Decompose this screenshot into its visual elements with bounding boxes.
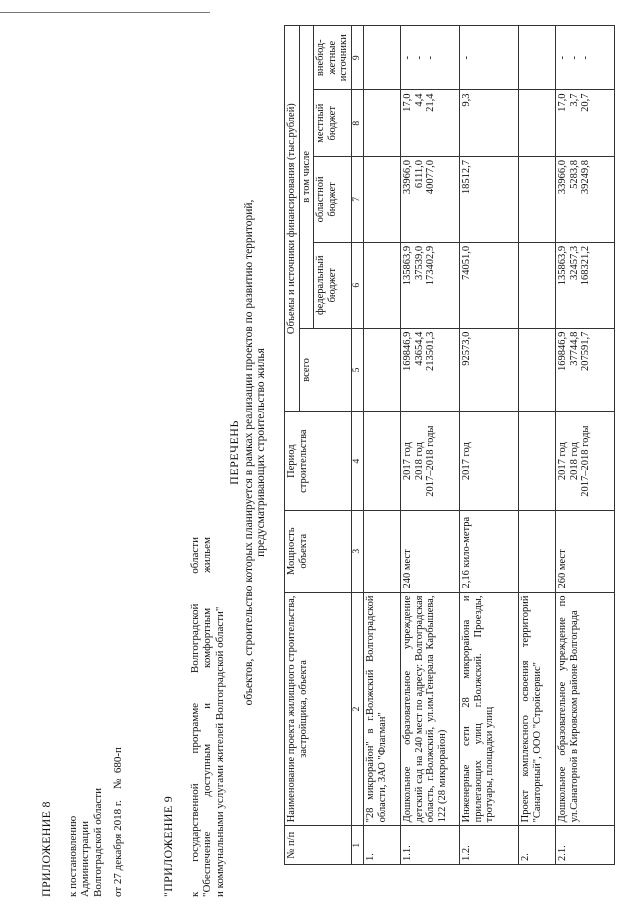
cell-extrabudget-line: -: [413, 56, 425, 60]
cell-period: [556, 412, 615, 511]
cell-num: 1.1.: [401, 826, 460, 865]
cell-extrabudget: [364, 26, 401, 90]
cell-regional-line: 18512,7: [461, 160, 472, 195]
column-number: 4: [351, 412, 364, 511]
cell-federal: [519, 242, 556, 328]
cell-local: [364, 90, 401, 157]
header-name: Наименование проекта жилищного строительства, застройщика, объекта: [285, 592, 352, 826]
cell-regional-line: 33966,0: [402, 160, 413, 195]
cell-total-line: 169846,9: [557, 331, 568, 371]
cell-capacity: 240 мест: [401, 510, 460, 592]
cell-local-line: 20,7: [580, 93, 591, 112]
cell-regional: [556, 157, 615, 243]
cell-total: [401, 328, 460, 412]
cell-period-line: 2017–2018 годы: [580, 425, 591, 497]
cell-total-line: 213501,3: [425, 331, 436, 371]
program-line-2: "Обеспечение доступным и комфортным жильем: [201, 537, 213, 897]
cell-period-line: 2017–2018 годы: [425, 425, 436, 497]
cell-period-line: 2017 год: [402, 442, 413, 481]
cell-regional: [364, 157, 401, 243]
resolution-date-line: от 27 декабря 2018 г. № 680-п: [112, 747, 124, 897]
header-period: Период строительства: [285, 412, 352, 511]
header-num: № п/п: [285, 826, 352, 865]
appendix-9-header: [162, 537, 226, 897]
cell-capacity: 260 мест: [556, 510, 615, 592]
objects-table: [284, 25, 615, 865]
cell-num: 1.: [364, 826, 401, 865]
cell-period-line: 2017 год: [557, 442, 568, 481]
cell-local-line: 17,0: [402, 93, 413, 112]
cell-extrabudget: [556, 26, 615, 90]
header-federal: федеральный бюджет: [314, 242, 352, 328]
cell-local-line: 21,4: [425, 93, 436, 112]
header-extrabudget: внебюд-жетные источники: [314, 26, 352, 90]
table-row: [519, 26, 556, 865]
cell-period: [460, 412, 519, 511]
cell-total-line: 37744,8: [568, 331, 580, 366]
cell-regional: [519, 157, 556, 243]
title-heading: ПЕРЕЧЕНЬ: [227, 420, 241, 485]
cell-total: [556, 328, 615, 412]
cell-period: [364, 412, 401, 511]
header-including: в том числе: [299, 26, 314, 329]
cell-capacity: 2,16 кило-метра: [460, 510, 519, 592]
cell-federal-line: 37539,0: [413, 245, 425, 280]
document-title: [228, 0, 268, 905]
program-line-1: к государственной программе Волгоградской области: [188, 537, 201, 897]
cell-federal-line: 168321,2: [580, 245, 591, 286]
cell-capacity: [519, 510, 556, 592]
title-line-1: объектов, строительство которых планируется в рамках реализации проектов по развитию территорий,: [242, 199, 255, 706]
cell-total: [519, 328, 556, 412]
header-total: всего: [299, 328, 351, 412]
column-number: 3: [351, 510, 364, 592]
cell-federal: [401, 242, 460, 328]
cell-total-line: 92573,0: [461, 331, 472, 366]
table-row: [364, 26, 401, 865]
cell-extrabudget-line: -: [402, 56, 413, 60]
cell-num: 1.2.: [460, 826, 519, 865]
cell-local-line: 4,4: [413, 93, 425, 107]
header-capacity: Мощность объекта: [285, 510, 352, 592]
cell-period-line: 2018 год: [413, 442, 425, 481]
resolution-line-3: Волгоградской области: [91, 788, 104, 897]
cell-total-line: 207591,7: [580, 331, 591, 371]
cell-federal-line: 74051,0: [461, 245, 472, 280]
table-row: [460, 26, 519, 865]
cell-extrabudget-line: -: [461, 56, 472, 60]
column-number: 1: [351, 826, 364, 865]
program-line-3: и коммунальными услугами жителей Волгоградской области": [213, 606, 226, 897]
header-regional: областной бюджет: [314, 157, 352, 243]
cell-regional-line: 33966,0: [557, 160, 568, 195]
cell-capacity: [364, 510, 401, 592]
cell-extrabudget: [519, 26, 556, 90]
cell-local-line: 9,3: [461, 93, 472, 107]
appendix-9-title: "ПРИЛОЖЕНИЕ 9: [161, 795, 175, 897]
cell-extrabudget-line: -: [580, 56, 591, 60]
column-number-row: [351, 26, 364, 865]
header-funding-group: Объемы и источники финансирования (тыс.рублей): [285, 26, 300, 412]
cell-extrabudget-line: -: [557, 56, 568, 60]
cell-extrabudget-line: -: [425, 56, 436, 60]
cell-name: Проект комплексного освоения территорий "Санаторный", ООО "Стройсервис": [519, 592, 556, 826]
column-number: 9: [351, 26, 364, 90]
cell-local: [519, 90, 556, 157]
column-number: 7: [351, 157, 364, 243]
table-body: [364, 26, 615, 865]
title-line-2: предусматривающих строительство жилья: [255, 348, 267, 557]
appendix-8-header: [40, 747, 125, 897]
cell-period: [401, 412, 460, 511]
cell-federal: [460, 242, 519, 328]
cell-federal-line: 173402,9: [425, 245, 436, 286]
cell-name: "28 микрорайон" в г.Волжский Волгоградской области, ЗАО "Флагман": [364, 592, 401, 826]
cell-total: [364, 328, 401, 412]
cell-federal: [556, 242, 615, 328]
cell-local-line: 3,7: [568, 93, 580, 107]
table-row: [556, 26, 615, 865]
cell-extrabudget: [460, 26, 519, 90]
cell-local: [460, 90, 519, 157]
cell-federal-line: 32457,3: [568, 245, 580, 280]
cell-total-line: 43654,4: [413, 331, 425, 366]
resolution-line-1: к постановлению: [66, 815, 79, 897]
table-row: [401, 26, 460, 865]
cell-regional-line: 40077,0: [425, 160, 436, 195]
column-number: 2: [351, 592, 364, 826]
resolution-line-2: Администрации: [79, 820, 91, 897]
column-number: 5: [351, 328, 364, 412]
cell-federal-line: 135863,9: [557, 245, 568, 286]
cell-extrabudget-line: -: [568, 56, 580, 60]
header-local: местный бюджет: [314, 90, 352, 157]
cell-period-line: 2018 год: [568, 442, 580, 481]
cell-local: [401, 90, 460, 157]
cell-regional: [460, 157, 519, 243]
cell-name: Дошкольное образовательное учреждение по ул.Санаторной в Кировском районе Волгограда: [556, 592, 615, 826]
cell-period: [519, 412, 556, 511]
cell-regional-line: 5283,8: [568, 160, 580, 189]
cell-name: Дошкольное образовательное учреждение детский сад на 240 мест по адресу: Волгоградская область, г.Волжский, ул.им.Генерала Карбышева, 122 (28 микрорайон): [401, 592, 460, 826]
cell-regional-line: 39249,8: [580, 160, 591, 195]
cell-extrabudget: [401, 26, 460, 90]
cell-local-line: 17,0: [557, 93, 568, 112]
cell-federal: [364, 242, 401, 328]
cell-num: 2.1.: [556, 826, 615, 865]
cell-name: Инженерные сети 28 микрорайона и прилегающих улиц г.Волжский. Проезды, тротуары, площадки улиц: [460, 592, 519, 826]
cell-local: [556, 90, 615, 157]
cell-num: 2.: [519, 826, 556, 865]
cell-regional-line: 6111,0: [413, 160, 425, 189]
column-number: 6: [351, 242, 364, 328]
column-number: 8: [351, 90, 364, 157]
cell-period-line: 2017 год: [461, 442, 472, 481]
cell-total: [460, 328, 519, 412]
cell-total-line: 169846,9: [402, 331, 413, 371]
cell-regional: [401, 157, 460, 243]
cell-federal-line: 135863,9: [402, 245, 413, 286]
appendix-8-title: ПРИЛОЖЕНИЕ 8: [39, 801, 53, 897]
